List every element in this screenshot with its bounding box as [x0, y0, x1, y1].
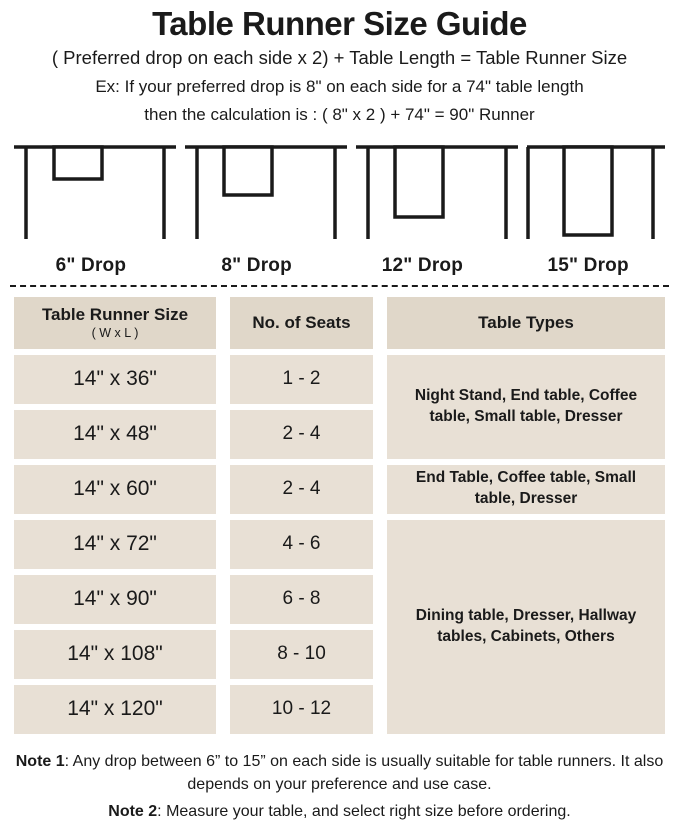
types-header-label: Table Types: [478, 313, 574, 333]
notes-section: [8, 740, 671, 824]
table-row: 14" x 48": [14, 410, 216, 459]
note-2: [14, 800, 665, 823]
drop-label-8: 8" Drop: [221, 254, 292, 276]
note-1-text: : Any drop between 6” to 15” on each side is usually suitable for table runners. It also depends on your preference and use case.: [64, 752, 664, 794]
table-row: 1 - 2: [230, 355, 373, 404]
size-table: [8, 297, 671, 740]
note-2-label: Note 2: [108, 803, 158, 821]
seats-column-header: [230, 297, 373, 349]
size-column-header: [14, 297, 216, 349]
table-row: 10 - 12: [230, 685, 373, 734]
note-1: [14, 750, 665, 796]
size-guide-page: [0, 6, 679, 832]
drop-label-12: 12" Drop: [381, 254, 464, 276]
tables-with-runners-svg: [8, 135, 671, 253]
drop-label-15: 15" Drop: [547, 254, 629, 276]
drop-label-row: [8, 255, 671, 277]
drop-label-6: 6" Drop: [55, 254, 127, 276]
example-line-1: Ex: If your preferred drop is 8" on each side for a 74" table length: [95, 77, 584, 97]
table-row: 8 - 10: [230, 630, 373, 679]
types-column: [387, 297, 665, 740]
seats-column: [230, 297, 373, 740]
table-row: 6 - 8: [230, 575, 373, 624]
size-header-label: Table Runner Size: [41, 304, 189, 324]
example-line-2: then the calculation is : ( 8" x 2 ) + 74" = 90" Runner: [144, 105, 535, 125]
table-row: Dining table, Dresser, Hallway tables, Cabinets, Others: [387, 520, 665, 734]
table-row: 14" x 60": [14, 465, 216, 514]
seats-header-label: No. of Seats: [252, 313, 351, 333]
table-row: 14" x 108": [14, 630, 216, 679]
types-column-header: [387, 297, 665, 349]
size-header-sub: ( W x L ): [91, 326, 139, 341]
table-row: 14" x 120": [14, 685, 216, 734]
table-row: 4 - 6: [230, 520, 373, 569]
dashed-divider: [10, 285, 669, 287]
size-column: [14, 297, 216, 740]
table-row: End Table, Coffee table, Small table, Dresser: [387, 465, 665, 514]
table-row: 14" x 90": [14, 575, 216, 624]
table-row: 14" x 72": [14, 520, 216, 569]
note-1-label: Note 1: [15, 752, 65, 770]
table-row: Night Stand, End table, Coffee table, Small table, Dresser: [387, 355, 665, 459]
table-row: 2 - 4: [230, 465, 373, 514]
note-2-text: : Measure your table, and select right size before ordering.: [157, 803, 571, 821]
table-row: 2 - 4: [230, 410, 373, 459]
drop-illustration: [8, 135, 671, 253]
table-row: 14" x 36": [14, 355, 216, 404]
formula-text: ( Preferred drop on each side x 2) + Table Length = Table Runner Size: [51, 47, 628, 69]
page-title: Table Runner Size Guide: [152, 5, 527, 42]
